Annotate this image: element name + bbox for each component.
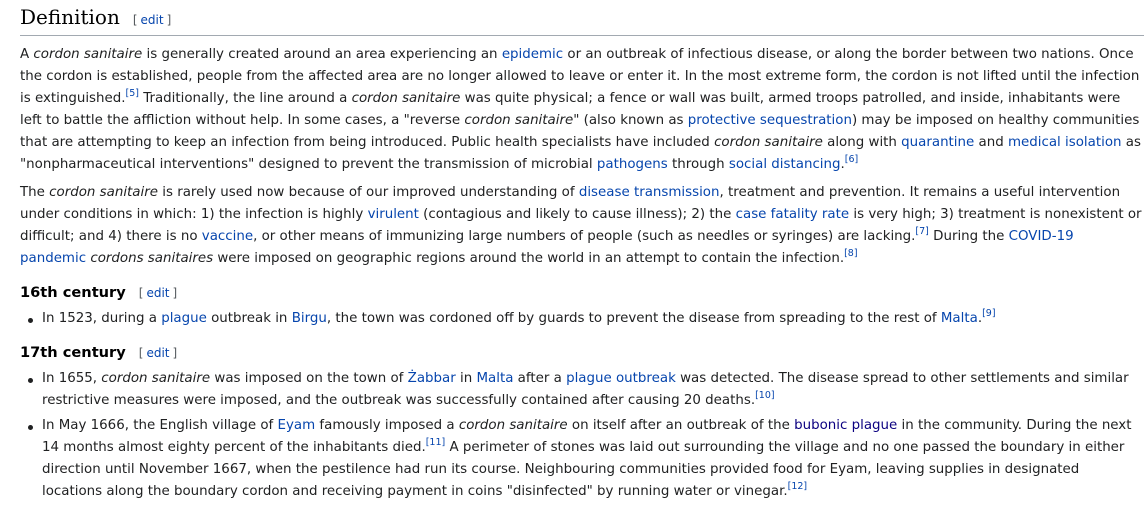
list-item	[42, 368, 1142, 412]
citation-12[interactable]: [12]	[787, 481, 808, 492]
edit-link[interactable]: edit	[146, 346, 170, 360]
citation-8[interactable]: [8]	[844, 248, 858, 259]
italic-term: cordon sanitaire	[714, 135, 823, 150]
link-virulent[interactable]: virulent	[367, 207, 419, 222]
text: " (also known as	[573, 113, 688, 128]
link-medical-isolation[interactable]: medical isolation	[1007, 135, 1122, 150]
italic-term: cordon sanitaire	[464, 113, 574, 128]
citation-6[interactable]: [6]	[844, 154, 859, 165]
text: In May 1666, the English village of	[42, 418, 278, 433]
edit-link[interactable]: edit	[146, 286, 170, 300]
citation-5[interactable]: [5]	[125, 88, 139, 99]
paragraph-1	[20, 44, 1142, 176]
text: famously imposed a	[315, 418, 459, 433]
text: .	[840, 157, 845, 172]
link-bubonic-plague[interactable]: bubonic plague	[794, 418, 898, 433]
subsection-title: 17th century	[20, 344, 126, 361]
citation-9[interactable]: [9]	[982, 308, 996, 319]
text: was detected. The disease spread to other settlements and similar restrictive measures were imposed, and the outbreak was successfully contained after causing 20 deaths.	[42, 371, 1129, 408]
link-epidemic[interactable]: epidemic	[501, 47, 564, 62]
edit-section-17th-century: [ edit ]	[138, 346, 178, 360]
text: The	[20, 185, 50, 200]
italic-term: cordon sanitaire	[33, 47, 143, 62]
link-plague[interactable]: plague	[161, 311, 207, 326]
text: on itself after an outbreak of the	[567, 418, 795, 433]
text: were imposed on geographic regions around the world in an attempt to contain the infection.	[213, 251, 845, 266]
text: Traditionally, the line around a	[138, 91, 352, 106]
edit-link[interactable]: edit	[140, 13, 164, 27]
text: in the community. During the next 14 months almost eighty percent of the inhabitants died.	[42, 418, 1132, 455]
link-pathogens[interactable]: pathogens	[596, 157, 668, 172]
text: was imposed on the town of	[210, 371, 408, 386]
text: was quite physical; a fence or wall was built, armed troops patrolled, and inside, inhabitants were left to battle the affliction without help. In some cases, a "reverse	[20, 91, 1121, 128]
subsection-heading-17th-century	[20, 342, 1142, 364]
text: or an outbreak of infectious disease, or along the border between two nations. Once the cordon is established, people from the affected area are no longer allowed to leave or enter it. In the most extreme form, the cordon is not lifted until the infection is extinguished.	[20, 47, 1140, 106]
text: along with	[822, 135, 902, 150]
italic-term: cordon sanitaire	[351, 91, 461, 106]
text: .	[977, 311, 983, 326]
link-malta[interactable]: Malta	[476, 371, 514, 386]
link-eyam[interactable]: Eyam	[277, 418, 316, 433]
text: through	[667, 157, 729, 172]
italic-term: cordon sanitaire	[49, 185, 158, 200]
citation-7[interactable]: [7]	[915, 226, 929, 237]
citation-10[interactable]: [10]	[755, 390, 775, 401]
text: is generally created around an area experiencing an	[142, 47, 502, 62]
text: , or other means of immunizing large numbers of people (such as needles or syringes) are lacking.	[253, 229, 916, 244]
edit-section-16th-century: [ edit ]	[138, 286, 178, 300]
list-item	[42, 415, 1142, 503]
link-zabbar[interactable]: Żabbar	[407, 371, 456, 386]
list-item	[42, 308, 1142, 330]
text: A	[20, 47, 34, 62]
link-plague-outbreak[interactable]: plague outbreak	[566, 371, 676, 386]
link-social-distancing[interactable]: social distancing	[728, 157, 841, 172]
text: , treatment and prevention. It remains a useful intervention under conditions in which: 1) the infection is highly	[20, 185, 1121, 222]
section-title: Definition	[20, 5, 120, 29]
list-16th-century	[20, 308, 1142, 330]
list-17th-century	[20, 368, 1142, 503]
subsection-title: 16th century	[20, 284, 126, 301]
text: in	[455, 371, 477, 386]
text: In 1523, during a	[42, 311, 162, 326]
link-birgu[interactable]: Birgu	[291, 311, 327, 326]
edit-section-definition: [ edit ]	[132, 13, 172, 27]
link-vaccine[interactable]: vaccine	[201, 229, 254, 244]
link-protective-sequestration[interactable]: protective sequestration	[687, 113, 852, 128]
text: (contagious and likely to cause illness); 2) the	[418, 207, 736, 222]
text: A perimeter of stones was laid out surrounding the village and no one passed the boundary in either direction until November 1667, when the pestilence had run its course. Neighbouring communities provided food for Eyam, leaving supplies in designated locations along the boundary cordon and receiving payment in coins "disinfected" by running water or vinegar.	[42, 440, 1125, 499]
text: , the town was cordoned off by guards to prevent the disease from spreading to the rest of	[326, 311, 941, 326]
text: and	[974, 135, 1008, 150]
link-malta[interactable]: Malta	[940, 311, 978, 326]
text: In 1655,	[42, 371, 102, 386]
text: after a	[513, 371, 567, 386]
link-disease-transmission[interactable]: disease transmission	[578, 185, 720, 200]
text: is very high; 3) treatment is nonexistent or difficult; and 4) there is no	[20, 207, 1142, 244]
subsection-heading-16th-century	[20, 282, 1142, 304]
link-case-fatality-rate[interactable]: case fatality rate	[735, 207, 850, 222]
citation-11[interactable]: [11]	[425, 437, 446, 448]
italic-term: cordon sanitaire	[458, 418, 568, 433]
paragraph-2	[20, 182, 1142, 270]
section-heading-definition	[20, 0, 1144, 36]
text: During the	[928, 229, 1009, 244]
text: ) may be imposed on healthy communities that are attempting to keep an infection from being introduced. Public health specialists have included	[20, 113, 1140, 150]
text: outbreak in	[206, 311, 292, 326]
link-covid-19-pandemic[interactable]: COVID-19 pandemic	[20, 229, 1074, 266]
text: as "nonpharmaceutical interventions" designed to prevent the transmission of microbial	[20, 135, 1141, 172]
text: is rarely used now because of our improved understanding of	[157, 185, 579, 200]
italic-term: cordons sanitaires	[90, 251, 214, 266]
link-quarantine[interactable]: quarantine	[901, 135, 975, 150]
italic-term: cordon sanitaire	[101, 371, 211, 386]
